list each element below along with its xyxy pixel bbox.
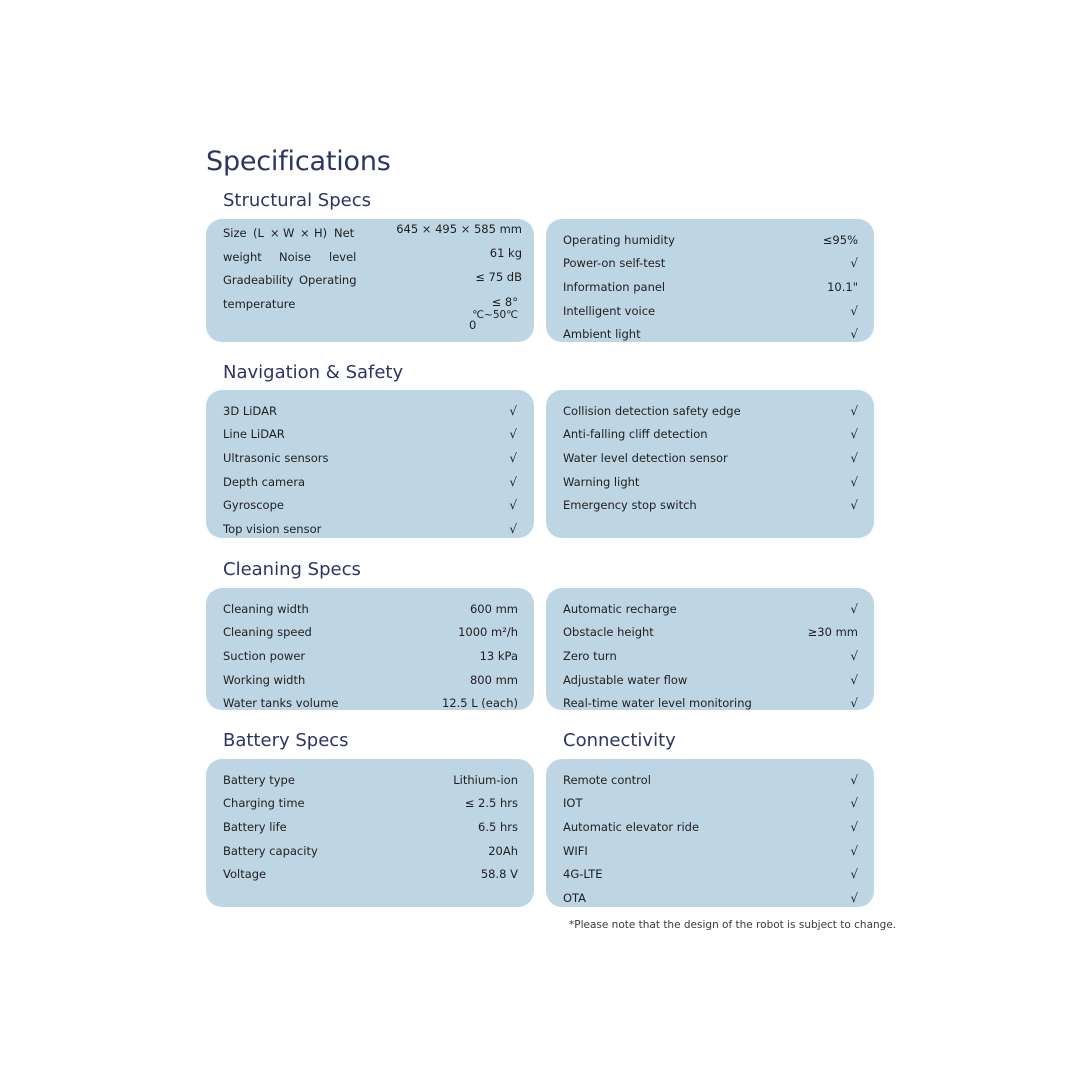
check-icon: √ — [850, 450, 858, 465]
spec-label: Automatic elevator ride — [563, 819, 700, 834]
design-change-note: *Please note that the design of the robot is subject to change. — [569, 919, 897, 931]
spec-label: Remote control — [563, 772, 651, 787]
spec-row — [223, 597, 518, 621]
spec-label: IOT — [563, 796, 583, 811]
check-icon: √ — [509, 521, 517, 536]
spec-row — [223, 815, 518, 839]
spec-row — [223, 768, 518, 792]
spec-row — [563, 621, 858, 645]
spec-value: ≥30 mm — [807, 625, 858, 640]
spec-value: Lithium-ion — [453, 772, 518, 787]
spec-value: 600 mm — [469, 601, 518, 616]
check-icon: √ — [509, 450, 517, 465]
spec-value: 6.5 hrs — [478, 819, 518, 834]
check-icon: √ — [850, 303, 858, 318]
spec-row — [563, 446, 858, 470]
spec-label: Automatic recharge — [563, 601, 677, 616]
spec-label: Emergency stop switch — [563, 498, 697, 513]
spec-value: 1000 m²/h — [458, 625, 518, 640]
spec-label-word: (L — [253, 226, 264, 240]
cleaning-left-card — [206, 588, 534, 710]
structural-specs-right-card — [546, 219, 874, 342]
spec-label: WIFI — [563, 843, 588, 858]
spec-row — [563, 839, 858, 863]
spec-label-word: level — [329, 250, 357, 264]
check-icon: √ — [850, 601, 858, 616]
spec-label-word: Net — [334, 226, 355, 240]
size-value: 645 × 495 × 585 mm — [396, 222, 522, 236]
spec-row — [563, 668, 858, 692]
spec-row — [563, 399, 858, 423]
spec-row — [563, 423, 858, 447]
spec-row — [223, 423, 517, 447]
check-icon: √ — [850, 427, 858, 442]
check-icon: √ — [509, 498, 517, 513]
spec-row — [223, 470, 517, 494]
spec-row — [563, 252, 858, 276]
spec-row — [223, 493, 517, 517]
spec-label-word: Operating — [299, 273, 357, 287]
spec-label: Anti-falling cliff detection — [563, 427, 708, 442]
spec-label: Top vision sensor — [223, 521, 322, 536]
spec-label: OTA — [563, 890, 587, 905]
spec-label: Battery life — [223, 819, 287, 834]
spec-label: Adjustable water flow — [563, 672, 688, 687]
spec-label: Ambient light — [563, 327, 641, 342]
spec-label: Operating humidity — [563, 232, 675, 247]
check-icon: √ — [850, 672, 858, 687]
spec-row — [563, 299, 858, 323]
spec-row — [223, 839, 518, 863]
spec-label-word: × — [270, 226, 280, 240]
spec-row — [223, 691, 518, 715]
spec-row — [563, 322, 858, 346]
spec-value: 800 mm — [469, 672, 518, 687]
battery-card — [206, 759, 534, 907]
spec-label-word: Size — [223, 226, 247, 240]
spec-label: Charging time — [223, 796, 305, 811]
spec-label: Battery type — [223, 772, 295, 787]
spec-label: 3D LiDAR — [223, 403, 277, 418]
spec-label: Zero turn — [563, 648, 617, 663]
spec-row — [563, 275, 858, 299]
spec-row — [223, 517, 517, 541]
spec-label: Line LiDAR — [223, 427, 285, 442]
structural-specs-heading: Structural Specs — [223, 190, 372, 211]
check-icon: √ — [850, 867, 858, 882]
spec-row — [223, 621, 518, 645]
spec-row — [563, 815, 858, 839]
check-icon: √ — [850, 796, 858, 811]
spec-label: Collision detection safety edge — [563, 403, 741, 418]
spec-row — [223, 399, 517, 423]
spec-label: Working width — [223, 672, 306, 687]
check-icon: √ — [850, 648, 858, 663]
spec-label-word: temperature — [223, 297, 296, 311]
check-icon: √ — [509, 403, 517, 418]
spec-label: Cleaning speed — [223, 625, 312, 640]
spec-row — [563, 886, 858, 910]
weight-value: 61 kg — [489, 246, 522, 260]
navigation-left-card — [206, 390, 534, 538]
spec-label: 4G-LTE — [563, 867, 603, 882]
spec-value: 13 kPa — [479, 648, 518, 663]
temperature-value-zero: 0 — [469, 318, 477, 332]
spec-label: Power-on self-test — [563, 256, 666, 271]
spec-value: 12.5 L (each) — [441, 696, 518, 711]
spec-row — [223, 668, 518, 692]
gradeability-value: ≤ 8° — [491, 295, 518, 309]
spec-row — [223, 862, 518, 886]
spec-label: Depth camera — [223, 474, 306, 489]
spec-value: ≤95% — [822, 232, 858, 247]
connectivity-heading: Connectivity — [563, 730, 676, 751]
spec-label: Warning light — [563, 474, 640, 489]
noise-value: ≤ 75 dB — [475, 270, 522, 284]
spec-row — [223, 644, 518, 668]
spec-row — [223, 446, 517, 470]
spec-label-word: Noise — [279, 250, 311, 264]
spec-label: Water tanks volume — [223, 696, 339, 711]
connectivity-card — [546, 759, 874, 907]
spec-label-word: Gradeability — [223, 273, 294, 287]
check-icon: √ — [850, 403, 858, 418]
spec-row — [563, 470, 858, 494]
spec-label: Real-time water level monitoring — [563, 696, 752, 711]
check-icon: √ — [850, 819, 858, 834]
spec-label: Information panel — [563, 279, 666, 294]
spec-value: 20Ah — [488, 843, 518, 858]
spec-row — [563, 691, 858, 715]
check-icon: √ — [850, 890, 858, 905]
check-icon: √ — [850, 474, 858, 489]
spec-label: Voltage — [223, 867, 267, 882]
spec-label: Suction power — [223, 648, 306, 663]
spec-label: Cleaning width — [223, 601, 309, 616]
structural-specs-left-card — [206, 219, 534, 342]
check-icon: √ — [850, 843, 858, 858]
check-icon: √ — [850, 772, 858, 787]
spec-row — [563, 493, 858, 517]
spec-row — [563, 862, 858, 886]
spec-row — [563, 792, 858, 816]
spec-row — [223, 792, 518, 816]
spec-label: Battery capacity — [223, 843, 318, 858]
spec-label: Ultrasonic sensors — [223, 450, 329, 465]
check-icon: √ — [509, 427, 517, 442]
spec-label: Obstacle height — [563, 625, 654, 640]
spec-row — [563, 597, 858, 621]
cleaning-right-card — [546, 588, 874, 710]
spec-label: Water level detection sensor — [563, 450, 728, 465]
spec-row — [563, 228, 858, 252]
spec-row — [563, 644, 858, 668]
temperature-value: ℃~50℃ — [472, 309, 518, 321]
navigation-safety-heading: Navigation & Safety — [223, 362, 404, 383]
cleaning-specs-heading: Cleaning Specs — [223, 559, 361, 580]
spec-label: Intelligent voice — [563, 303, 656, 318]
navigation-right-card — [546, 390, 874, 538]
page-title: Specifications — [206, 146, 391, 177]
battery-specs-heading: Battery Specs — [223, 730, 349, 751]
spec-label-word: W — [283, 226, 295, 240]
check-icon: √ — [850, 327, 858, 342]
check-icon: √ — [850, 498, 858, 513]
spec-label-word: × — [300, 226, 310, 240]
spec-label: Gyroscope — [223, 498, 284, 513]
spec-value: ≤ 2.5 hrs — [464, 796, 518, 811]
spec-label-word: weight — [223, 250, 262, 264]
spec-value: 10.1" — [827, 279, 858, 294]
check-icon: √ — [509, 474, 517, 489]
check-icon: √ — [850, 256, 858, 271]
spec-value: 58.8 V — [480, 867, 518, 882]
check-icon: √ — [850, 696, 858, 711]
spec-label-word: H) — [314, 226, 328, 240]
spec-row — [563, 768, 858, 792]
